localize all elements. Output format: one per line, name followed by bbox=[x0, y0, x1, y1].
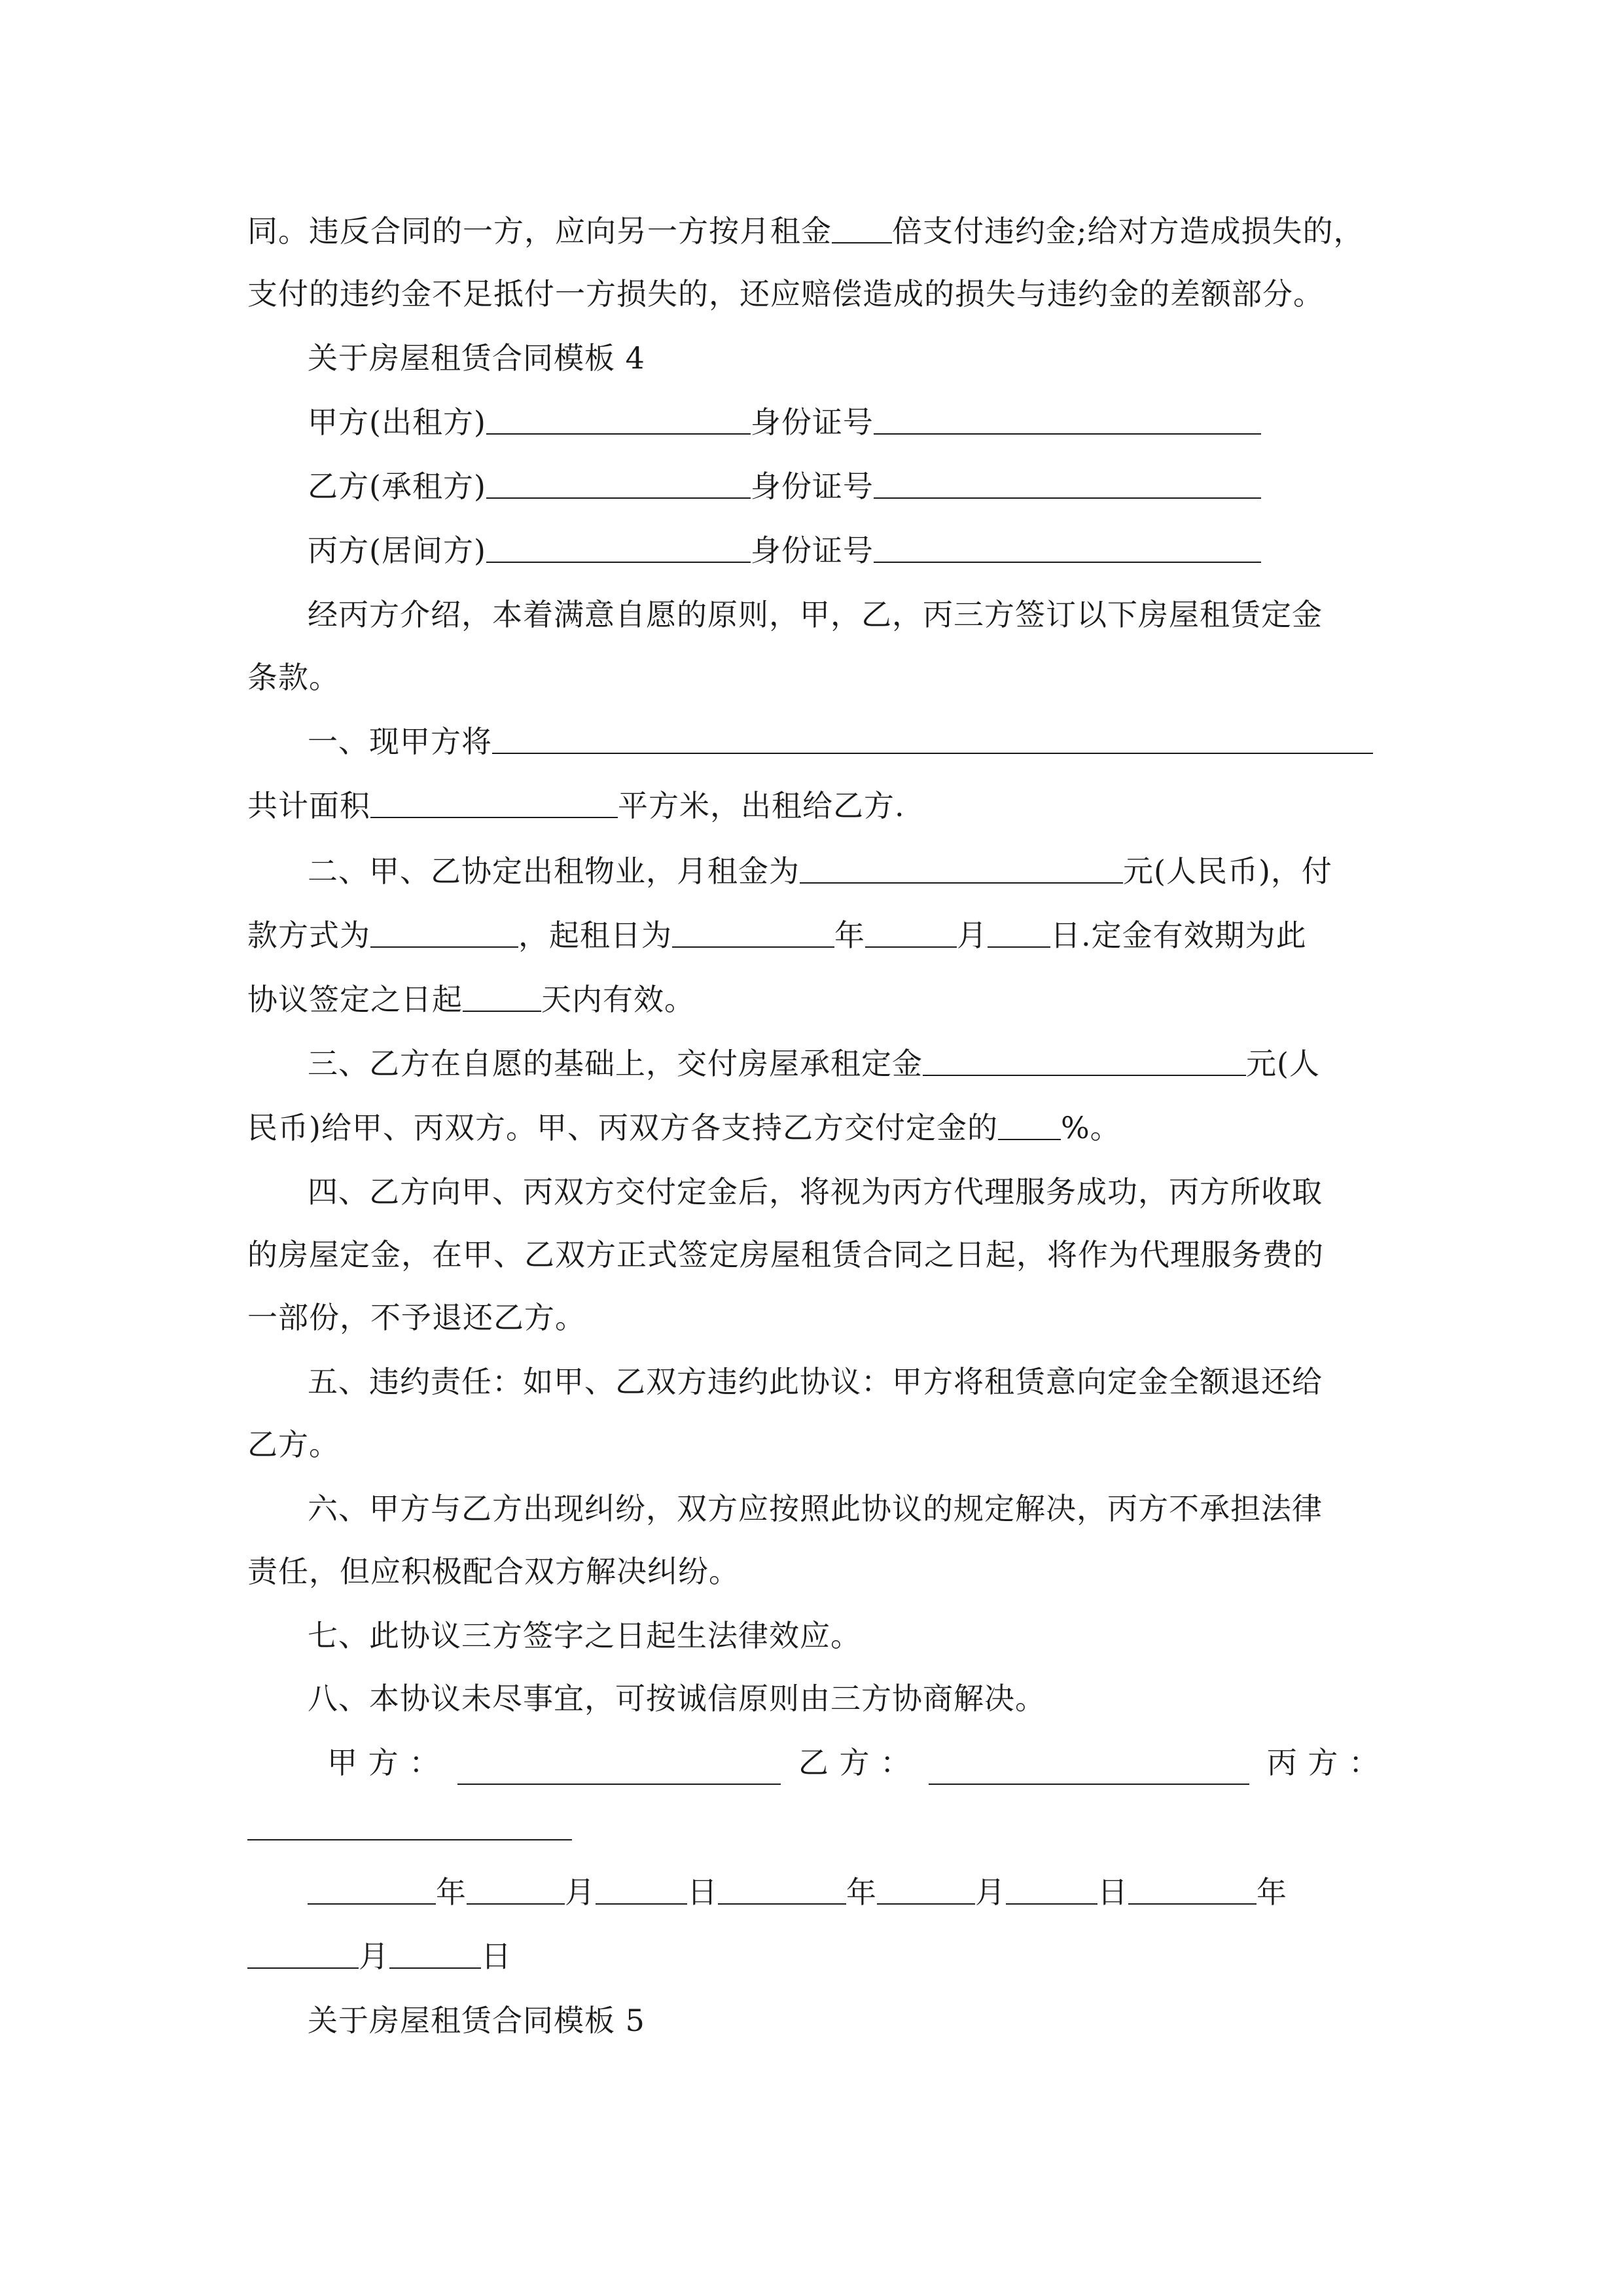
text-segment: 元(人民币)，付 bbox=[1123, 853, 1332, 889]
date-month-field[interactable] bbox=[247, 1928, 359, 1969]
party-b-signature-field[interactable] bbox=[929, 1744, 1249, 1785]
property-address-field[interactable] bbox=[492, 713, 1373, 754]
party-name-field[interactable] bbox=[486, 458, 751, 499]
start-year-field[interactable] bbox=[672, 907, 834, 948]
date-day-field[interactable] bbox=[1006, 1864, 1097, 1905]
clause-3 bbox=[308, 1031, 1380, 1096]
date-year-field[interactable] bbox=[308, 1864, 436, 1905]
text-segment: 款方式为 bbox=[247, 918, 370, 953]
text-segment: 平方米，出租给乙方. bbox=[618, 788, 905, 823]
text-line: 支付的违约金不足抵付一方损失的，还应赔偿造成的损失与违约金的差额部分。 bbox=[247, 276, 1324, 312]
text-line bbox=[247, 199, 1380, 263]
date-day-field[interactable] bbox=[596, 1864, 687, 1905]
text-segment: 元(人 bbox=[1246, 1046, 1320, 1081]
text-segment: 民币)给甲、丙双方。甲、丙双方各支持乙方交付定金的 bbox=[247, 1110, 998, 1145]
text-segment: 协议签定之日起 bbox=[247, 982, 463, 1017]
area-field[interactable] bbox=[370, 778, 618, 818]
text-line: 八、本协议未尽事宜，可按诚信原则由三方协商解决。 bbox=[308, 1681, 1046, 1716]
text-line: 五、违约责任：如甲、乙双方违约此协议：甲方将租赁意向定金全额退还给 bbox=[308, 1364, 1323, 1399]
text-segment: 三、乙方在自愿的基础上，交付房屋承租定金 bbox=[308, 1046, 923, 1081]
monthly-rent-field[interactable] bbox=[800, 843, 1123, 884]
text-segment: 月 bbox=[565, 1874, 596, 1910]
payment-method-field[interactable] bbox=[370, 907, 518, 948]
blank-field[interactable] bbox=[832, 203, 892, 243]
text-line: 的房屋定金，在甲、乙双方正式签定房屋租赁合同之日起，将作为代理服务费的 bbox=[247, 1237, 1324, 1272]
text-segment: 年 bbox=[436, 1874, 467, 1910]
date-row-cont bbox=[247, 1924, 1380, 1988]
text-segment: 月 bbox=[359, 1939, 389, 1974]
date-row bbox=[308, 1860, 1380, 1924]
text-segment: 二、甲、乙协定出租物业，月租金为 bbox=[308, 853, 800, 889]
date-month-field[interactable] bbox=[877, 1864, 975, 1905]
text-segment: 年 bbox=[846, 1874, 877, 1910]
party-row bbox=[308, 390, 1380, 454]
party-a-signature-field[interactable] bbox=[457, 1744, 781, 1785]
party-label: 丙方(居间方) bbox=[308, 533, 486, 568]
section-title: 关于房屋租赁合同模板 4 bbox=[308, 340, 645, 376]
id-label: 身份证号 bbox=[750, 469, 874, 504]
date-month-field[interactable] bbox=[467, 1864, 565, 1905]
party-row bbox=[308, 518, 1380, 583]
id-number-field[interactable] bbox=[874, 522, 1261, 563]
date-year-field[interactable] bbox=[1128, 1864, 1257, 1905]
text-segment: 日 bbox=[1097, 1874, 1128, 1910]
text-segment: 年 bbox=[834, 918, 865, 953]
clause-3-cont bbox=[247, 1096, 1380, 1160]
text-segment: 共计面积 bbox=[247, 788, 370, 823]
clause-1 bbox=[308, 709, 1380, 774]
clause-2-cont bbox=[247, 903, 1380, 967]
start-month-field[interactable] bbox=[865, 907, 957, 948]
party-row bbox=[308, 454, 1380, 518]
id-number-field[interactable] bbox=[874, 394, 1261, 435]
party-label: 甲方(出租方) bbox=[308, 404, 486, 440]
text-segment: ，起租日为 bbox=[518, 918, 672, 953]
deposit-amount-field[interactable] bbox=[923, 1035, 1246, 1076]
text-segment: %。 bbox=[1060, 1110, 1121, 1145]
id-label: 身份证号 bbox=[750, 533, 874, 568]
percent-field[interactable] bbox=[998, 1100, 1061, 1140]
text-segment: 日.定金有效期为此 bbox=[1050, 918, 1307, 953]
signature-row-cont bbox=[247, 1796, 1380, 1860]
party-name-field[interactable] bbox=[486, 522, 751, 563]
text-segment: 同。违反合同的一方，应向另一方按月租金 bbox=[247, 213, 832, 249]
party-a-signature-label: 甲 方 ： bbox=[327, 1745, 440, 1780]
text-segment: 月 bbox=[975, 1874, 1006, 1910]
text-line: 经丙方介绍，本着满意自愿的原则，甲，乙，丙三方签订以下房屋租赁定金 bbox=[308, 597, 1323, 632]
text-line: 一部份，不予退还乙方。 bbox=[247, 1300, 586, 1335]
party-label: 乙方(承租方) bbox=[308, 469, 486, 504]
party-b-signature-label: 乙 方 ： bbox=[798, 1745, 912, 1780]
text-line: 四、乙方向甲、丙双方交付定金后，将视为丙方代理服务成功，丙方所收取 bbox=[308, 1174, 1323, 1210]
clause-2 bbox=[308, 839, 1380, 903]
id-label: 身份证号 bbox=[750, 404, 874, 440]
text-segment: 一、现甲方将 bbox=[308, 724, 492, 759]
start-day-field[interactable] bbox=[988, 907, 1050, 948]
text-line: 六、甲方与乙方出现纠纷，双方应按照此协议的规定解决，丙方不承担法律 bbox=[308, 1491, 1323, 1526]
text-segment: 倍支付违约金;给对方造成损失的， bbox=[892, 213, 1364, 249]
id-number-field[interactable] bbox=[874, 458, 1261, 499]
validity-days-field[interactable] bbox=[463, 971, 541, 1012]
clause-2-cont bbox=[247, 967, 1380, 1031]
text-segment: 天内有效。 bbox=[541, 982, 695, 1017]
clause-1-cont bbox=[247, 774, 1380, 838]
signature-row bbox=[327, 1731, 1380, 1795]
party-c-signature-label: 丙 方 ： bbox=[1266, 1745, 1380, 1780]
text-segment: 年 bbox=[1257, 1874, 1287, 1910]
text-line-content bbox=[247, 199, 1364, 263]
party-c-signature-field[interactable] bbox=[247, 1800, 572, 1840]
section-title: 关于房屋租赁合同模板 5 bbox=[308, 2003, 645, 2038]
text-segment: 日 bbox=[687, 1874, 718, 1910]
date-day-field[interactable] bbox=[389, 1928, 481, 1969]
text-line: 七、此协议三方签字之日起生法律效应。 bbox=[308, 1618, 861, 1653]
text-line: 乙方。 bbox=[247, 1427, 340, 1462]
text-segment: 日 bbox=[481, 1939, 512, 1974]
text-line: 责任，但应积极配合双方解决纠纷。 bbox=[247, 1554, 740, 1589]
party-name-field[interactable] bbox=[486, 394, 751, 435]
text-segment: 月 bbox=[957, 918, 988, 953]
date-year-field[interactable] bbox=[718, 1864, 846, 1905]
text-line: 条款。 bbox=[247, 660, 340, 695]
